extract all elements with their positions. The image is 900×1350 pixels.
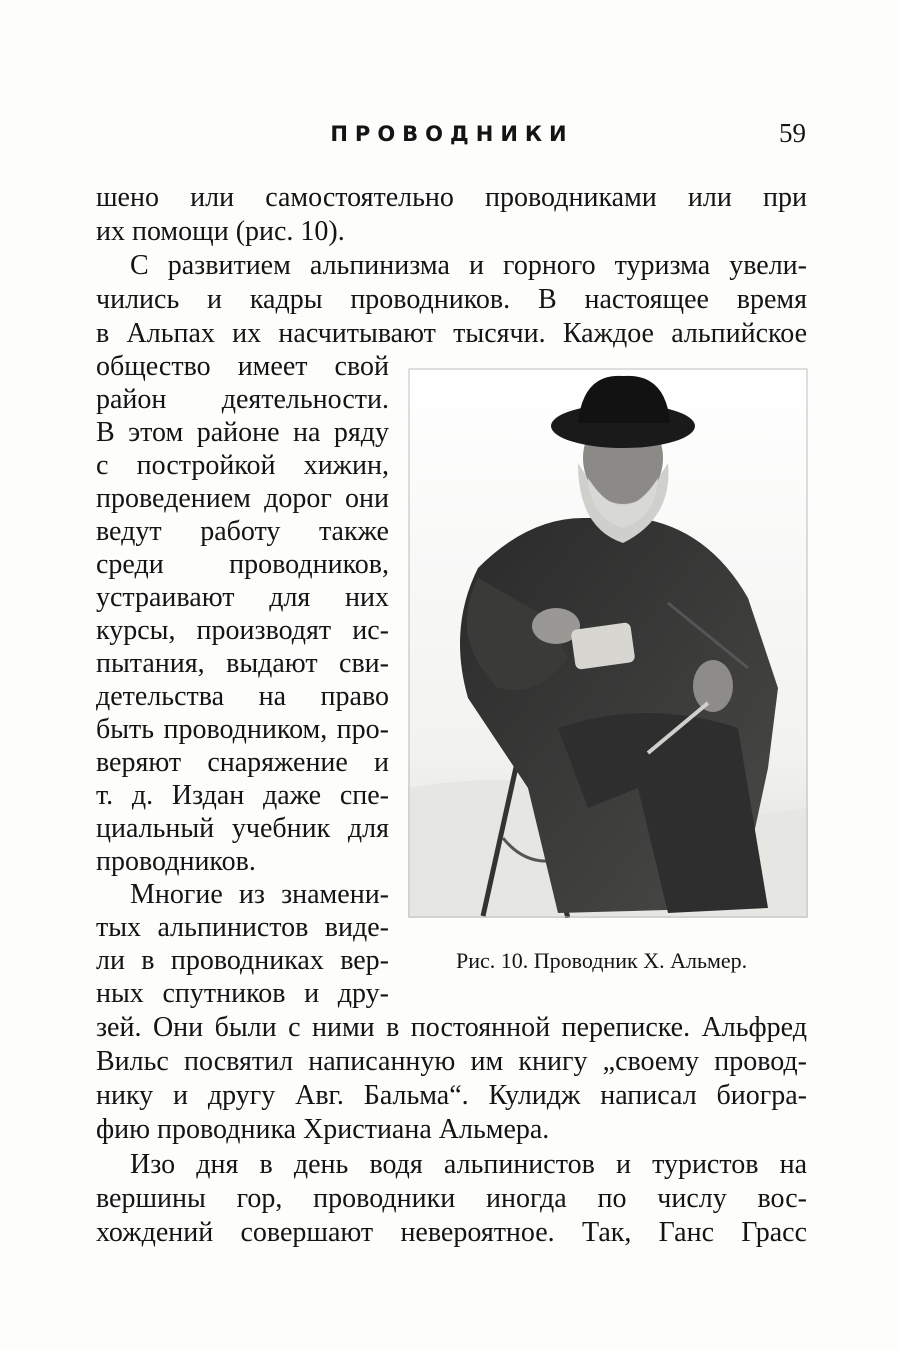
body-line: общество имеет свой [96,351,389,382]
body-line: с постройкой хижин, [96,450,389,481]
body-line: веряют снаряжение и [96,747,389,778]
body-line: нику и другу Авг. Бальма“. Кулидж написал биогра- [96,1080,807,1111]
body-line: устраивают для них [96,582,389,613]
body-line: в Альпах их насчитывают тысячи. Каждое альпийское [96,318,807,349]
body-line: вершины гор, проводники иногда по числу вос- [96,1183,807,1214]
body-line: С развитием альпинизма и горного туризма увели- [130,250,807,281]
running-header [96,118,808,158]
body-line: пытания, выдают сви- [96,648,389,679]
body-line: детельства на право [96,681,389,712]
body-line: ли в проводниках вер- [96,945,389,976]
body-line: курсы, производят ис- [96,615,389,646]
body-line: быть проводником, про- [96,714,389,745]
figure-photo [408,368,808,918]
body-line: тых альпинистов виде- [96,912,389,943]
body-line: район деятельности. [96,384,389,415]
body-line: Многие из знамени- [130,879,389,910]
body-line: Изо дня в день водя альпинистов и туристов на [130,1149,807,1180]
body-line: хождений совершают невероятное. Так, Ганс Грасс [96,1217,807,1248]
body-line: В этом районе на ряду [96,417,389,448]
body-line: проводников. [96,846,256,877]
page-number: 59 [779,118,806,148]
running-title: ПРОВОДНИКИ [330,122,574,146]
body-line: среди проводников, [96,549,389,580]
body-line: Вильс посвятил написанную им книгу „своему провод- [96,1046,807,1077]
body-line: т. д. Издан даже спе- [96,780,389,811]
body-line: шено или самостоятельно проводниками или при [96,182,807,213]
figure-caption: Рис. 10. Проводник Х. Альмер. [456,948,748,973]
body-line: ведут работу также [96,516,389,547]
body-line: проведением дорог они [96,483,389,514]
body-line: их помощи (рис. 10). [96,216,345,247]
body-line: зей. Они были с ними в постоянной переписке. Альфред [96,1012,807,1043]
portrait-photo [408,368,808,918]
body-line: фию проводника Христиана Альмера. [96,1114,550,1145]
body-line: чились и кадры проводников. В настоящее время [96,284,807,315]
body-line: циальный учебник для [96,813,389,844]
body-line: ных спутников и дру- [96,978,389,1009]
